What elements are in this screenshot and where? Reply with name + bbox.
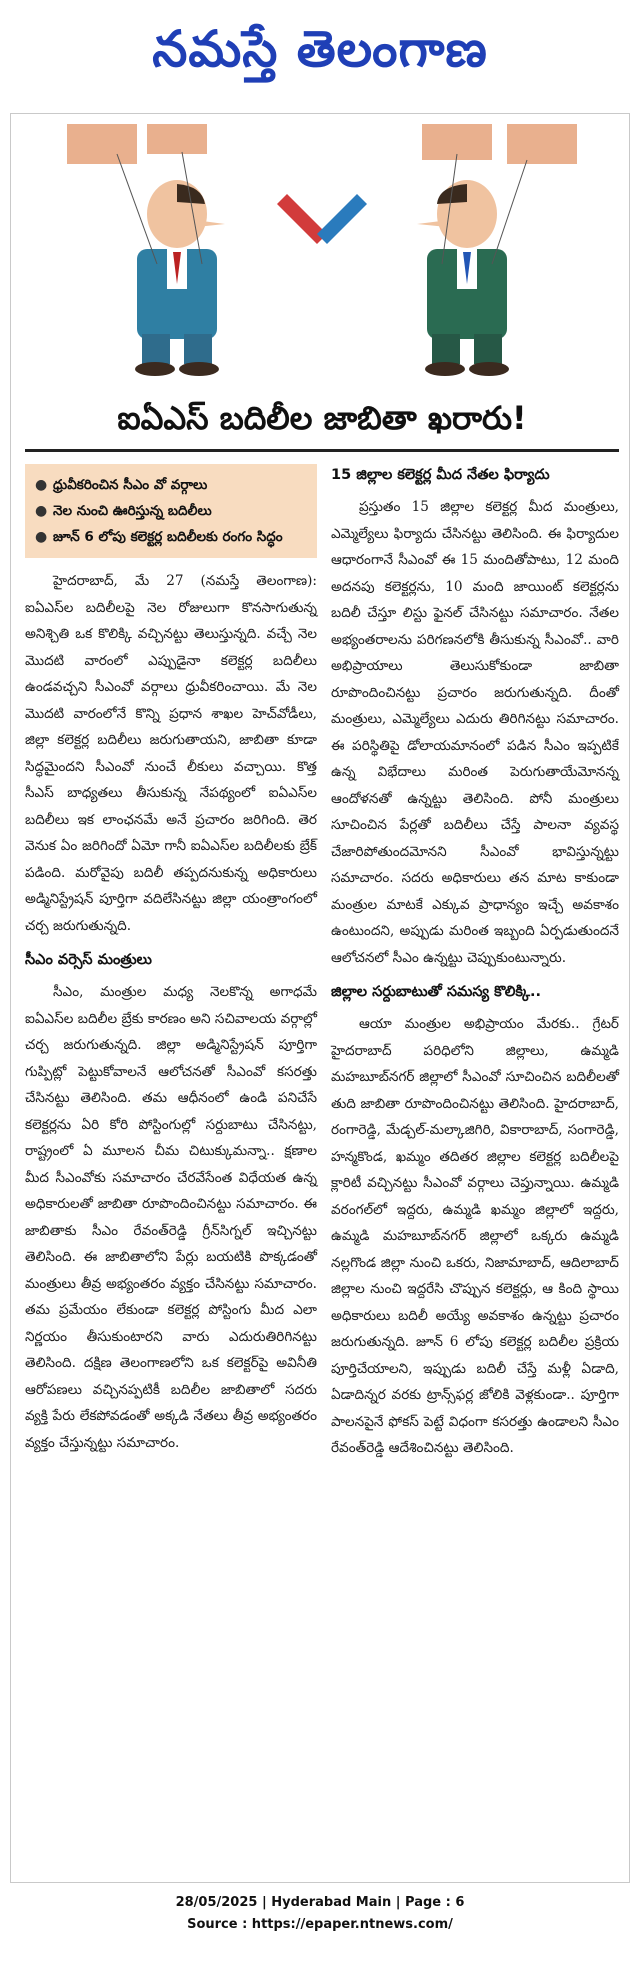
masthead [0, 0, 640, 110]
source-link[interactable]: Source : https://epaper.ntnews.com/ [187, 1917, 453, 1932]
page-footer [0, 1892, 640, 1936]
highlight-text: ధ్రువీకరించిన సీఎం వో వర్గాలు [53, 477, 208, 493]
highlight-item [35, 498, 307, 524]
article-paragraph: ప్రస్తుతం 15 జిల్లాల కలెక్టర్ల మీద మంత్రులు, ఎమ్మెల్యేలు ఫిర్యాదు చేసినట్టు తెలిసింది. ఈ ఫిర్యాదుల ఆధారంగానే సీఎంవో ఈ 15 మందితోపాటు, 12 మంది అదనపు కలెక్టర్లను, 10 మంది జాయింట్ కలెక్టర్లను బదిలీ చేస్తూ లిస్టు ఫైనల్ చేసినట్టు సమాచారం. నేతల అభ్యంతరాలను పరిగణనలోకి తీసుకున్న సీఎంవో.. వారి అభిప్రాయాలు తెలుసుకోకుండా జాబితా రూపొందించినట్టు ప్రచారం జరుగుతున్నది. దీంతో మంత్రులు, ఎమ్మెల్యేలు ఎదురు తిరిగినట్టు సమాచారం. ఈ పరిస్థితిపై డోలాయమానంలో పడిన సీఎం ఇప్పటికే ఉన్న విభేదాలు మరింత పెరుగుతాయేమోనన్న ఆందోళనతో ఉన్నట్టు తెలిసింది. పోనీ మంత్రులు సూచించిన పేర్లతో బదిలీలు చేస్తే పాలనా వ్యవస్థ చేజారిపోతుందమోనని సీఎంవో భావిస్తున్నట్టు సమాచారం. సదరు అధికారులు తన మాట కాకుండా మంత్రుల మాటకే ఎక్కువ ప్రాధాన్యం ఇచ్చే అవకాశం ఉంటుందని, అప్పుడు మరింత ఇబ్బంది ఏర్పడుతుందనే ఆలోచనలో సీఎం ఉన్నట్టు చెప్పుకుంటున్నారు. [331, 499, 619, 966]
edition-info: 28/05/2025 | Hyderabad Main | Page : 6 [175, 1895, 465, 1910]
section-subhead: జిల్లాల సర్దుబాటుతో సమస్య కొలిక్కి.. [331, 984, 541, 1000]
highlight-text: జూన్ 6 లోపు కలెక్టర్ల బదిలీలకు రంగం సిద్ధం [53, 529, 283, 545]
article-headline [25, 394, 619, 452]
right-column [331, 454, 619, 1466]
left-column [25, 464, 317, 1460]
officials-puppet-cartoon [27, 124, 617, 386]
bullet-icon: ● [35, 529, 48, 545]
article-paragraph: సీఎం, మంత్రుల మధ్య నెలకొన్న అగాధమే ఐఏఎస్‌ల బదిలీల బ్రేకు కారణం అని సచివాలయ వర్గాల్లో చర్చ జరుగుతున్నది. జిల్లా అడ్మినిస్ట్రేషన్ పూర్తిగా గుప్పిట్లో పెట్టుకోవాలనే ఆలోచనతో సీఎంవో కసరత్తు చేసినట్టు తెలిసింది. తమ ఆధీనంలో ఉండి పనిచేసే కలెక్టర్లను ఏరి కోరి పోస్టింగుల్లో సర్దుబాటు చేసినట్టు, రాష్ట్రంలో ఏ మూలన చీమ చిటుక్కుమన్నా.. క్షణాల మీద సీఎంవోకు సమాచారం చేరవేసేంత విధేయత ఉన్న అధికారులతో జాబితా రూపొందించినట్టు సమాచారం. ఈ జాబితాకు సీఎం రేవంత్‌రెడ్డి గ్రీన్‌సిగ్నల్ ఇచ్చినట్టు తెలిసింది. ఈ జాబితాలోని పేర్లు బయటికి పొక్కడంతో మంత్రులు తీవ్ర అభ్యంతరం వ్యక్తం చేసినట్టు సమాచారం. తమ ప్రమేయం లేకుండా కలెక్టర్ల పోస్టింగు మీద ఎలా నిర్ణయం తీసుకుంటారని వారు ఎదురుతిరిగినట్టు తెలిసింది. దక్షిణ తెలంగాణలోని ఒక కలెక్టర్‌పై అవినీతి ఆరోపణలు వచ్చినప్పటికీ బదిలీల జాబితాలో సదరు వ్యక్తి పేరు లేకపోవడంతో అక్కడి నేతలు తీవ్ర అభ్యంతరం వ్యక్తం చేస్తున్నట్టు సమాచారం. [25, 984, 317, 1451]
article-paragraph: ఆయా మంత్రుల అభిప్రాయం మేరకు.. గ్రేటర్ హైదరాబాద్ పరిధిలోని జిల్లాలు, ఉమ్మడి మహబూబ్‌నగర్ జిల్లాలో సీఎంవో సూచించిన బదిలీలతో తుది జాబితా రూపొందించినట్టు తెలిసింది. హైదరాబాద్, రంగారెడ్డి, మేడ్చల్-మల్కాజిగిరి, వికారాబాద్, సంగారెడ్డి, హన్మకొండ, ఖమ్మం తదితర జిల్లాల కలెక్టర్ల బదిలీలపై క్లారిటీ వచ్చినట్టు సీఎంవో వర్గాలు చెప్తున్నాయి. ఉమ్మడి వరంగల్‌లో ఇద్దరు, ఉమ్మడి ఖమ్మం జిల్లాలో ఇద్దరు, ఉమ్మడి మహబూబ్‌నగర్ జిల్లాలో ఒక్కరు ఉమ్మడి నల్లగొండ జిల్లా నుంచి ఒకరు, నిజామాబాద్, ఆదిలాబాద్ జిల్లాల నుంచి ఇద్దరేసి చొప్పున కలెక్టర్లు, ఆ కింది స్థాయి అధికారులు బదిలీ అయ్యే అవకాశం ఉన్నట్టు ప్రచారం జరుగుతున్నది. జూన్ 6 లోపు కలెక్టర్ల బదిలీల ప్రక్రియ పూర్తిచేయాలని, ఇప్పుడు బదిలీ చేస్తే మళ్లీ ఏడాది, ఏడాదిన్నర వరకు ట్రాన్స్‌ఫర్ల జోలికి వెళ్లకుండా.. పూర్తిగా పాలనపైనే ఫోకస్ పెట్టే విధంగా కసరత్తు ఉండాలని సీఎం రేవంత్‌రెడ్డి ఆదేశించినట్టు తెలిసింది. [331, 1016, 619, 1456]
article-paragraph: హైదరాబాద్, మే 27 (నమస్తే తెలంగాణ): ఐఏఎస్‌ల బదిలీలపై నెల రోజులుగా కొనసాగుతున్న అనిశ్చితి ఒక కొలిక్కి వచ్చినట్టు తెలుస్తున్నది. వచ్చే నెల మొదటి వారంలో ఎప్పుడైనా కలెక్టర్ల బదిలీలు ఉండవచ్చని సీఎంవో వర్గాలు ధ్రువీకరించాయి. మే నెల మొదటి వారంలోనే కొన్ని ప్రధాన శాఖల హెచ్‌వోడీలు, జిల్లా కలెక్టర్ల బదిలీలు జరుగుతాయని, జాబితా కూడా సిద్ధమైందని సీఎంవో నుంచే లీకులు వచ్చాయి. కొత్త సీఎస్ బాధ్యతలు తీసుకున్న నేపథ్యంలో ఐఏఎస్‌ల బదిలీలు ఇక లాంఛనమే అనే ప్రచారం జరిగింది. తెర వెనుక ఏం జరిగిందో ఏమో గానీ ఐఏఎస్‌ల బదిలీలకు బ్రేక్ పడింది. మరోవైపు బదిలీ తప్పదనుకున్న అధికారులు అడ్మినిస్ట్రేషన్ పూర్తిగా వదిలేసినట్టు జిల్లా యంత్రాంగంలో చర్చ జరుగుతున్నది. [25, 573, 317, 934]
bullet-icon: ● [35, 503, 48, 519]
highlight-text: నెల నుంచి ఊరిస్తున్న బదిలీలు [53, 503, 212, 519]
cartoon-illustration [27, 124, 617, 386]
highlights-box [25, 464, 317, 558]
section-subhead: సీఎం వర్సెస్ మంత్రులు [25, 952, 152, 968]
highlight-item [35, 472, 307, 498]
highlight-item [35, 524, 307, 550]
news-article [10, 113, 630, 1883]
newspaper-title: నమస్తే తెలంగాణ [152, 19, 488, 78]
section-subhead: 15 జిల్లాల కలెక్టర్ల మీద నేతల ఫిర్యాదు [331, 467, 550, 483]
bullet-icon: ● [35, 477, 48, 493]
headline-text: ఐఏఎస్ బదిలీల జాబితా ఖరారు! [117, 398, 527, 437]
